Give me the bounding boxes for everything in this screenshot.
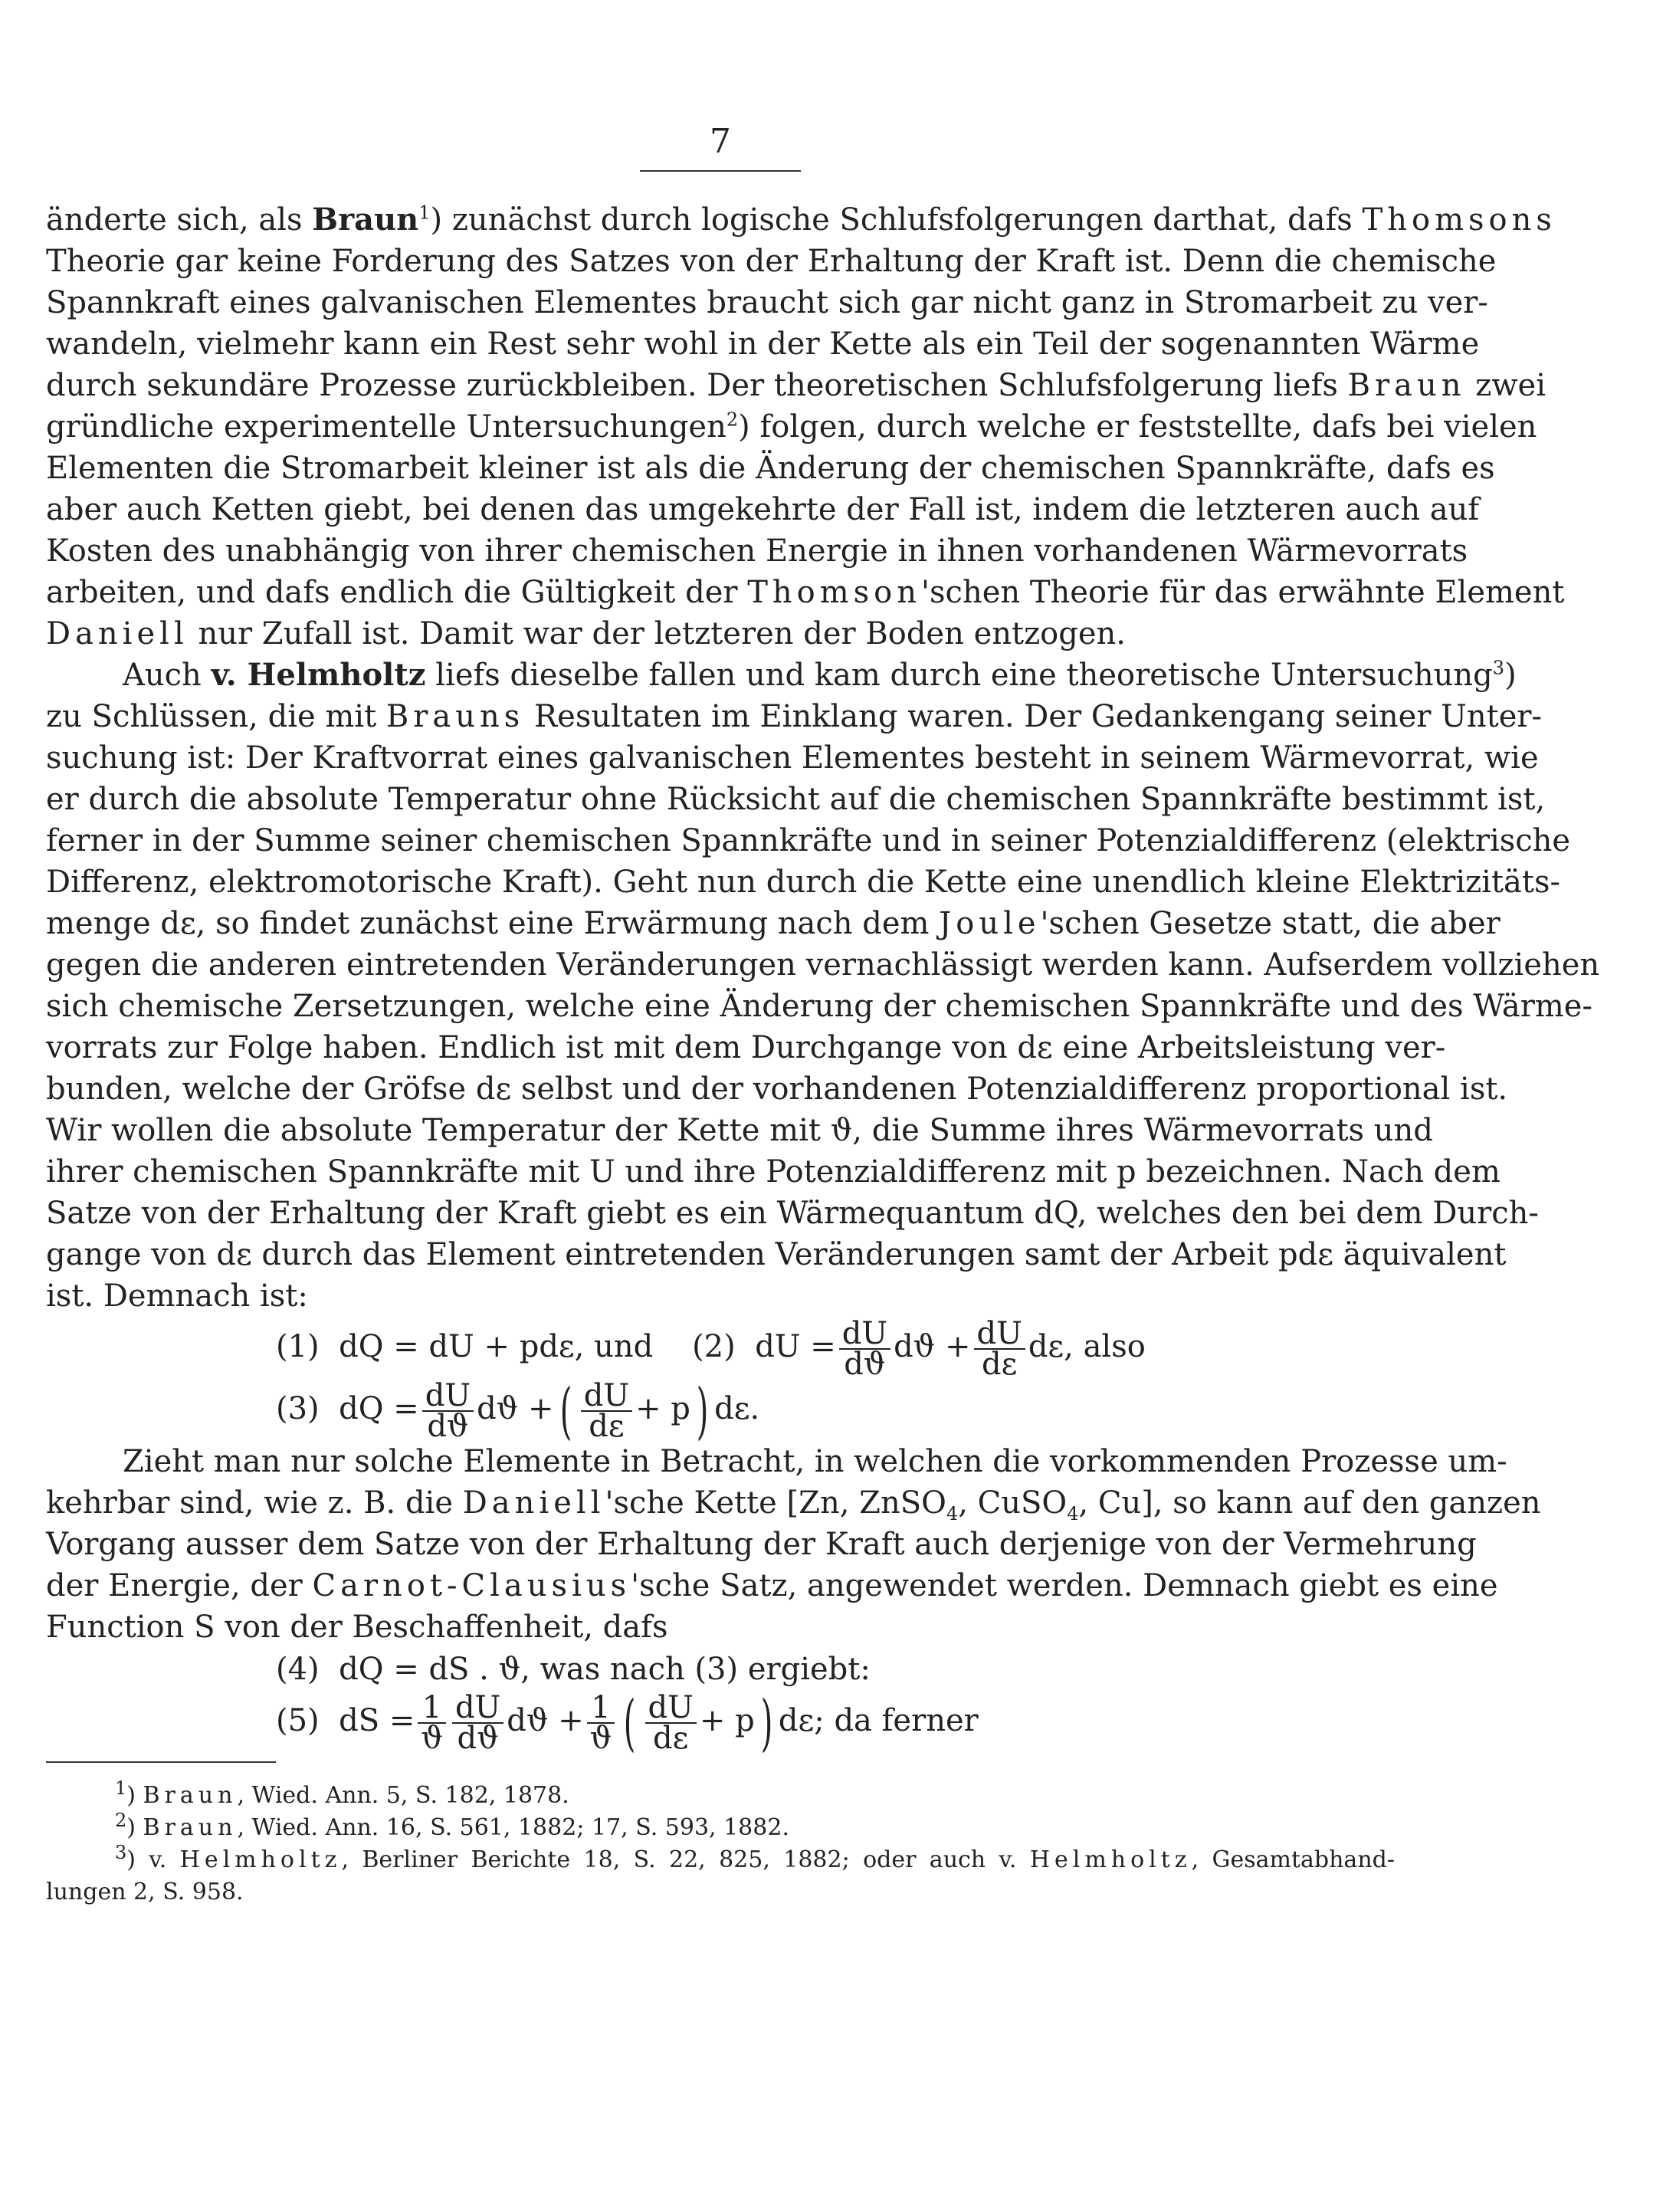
text-line: Function S von der Beschaffenheit, dafs — [46, 1610, 668, 1645]
equation-3: (3) dQ = $\frac{dU}{dϑ}$ dϑ +( $\frac{dU}{d\varepsilon}$ + p) dε. — [276, 1375, 760, 1446]
fraction: $\frac{dU}{dϑ}$ — [839, 1319, 890, 1379]
text-line: kehrbar sind, wie z. B. die Daniell'sche Kette [Zn, ZnSO$_4$, CuSO$_4$, Cu], so kann auf den ganzen — [46, 1485, 1541, 1524]
footnote-ref: 1 — [418, 202, 431, 224]
spaced-name: Joule — [939, 906, 1041, 941]
author-name: v. Helmholtz — [211, 657, 426, 693]
fraction: $\frac{1}{ϑ}$ — [418, 1693, 446, 1753]
text-line: Spannkraft eines galvanischen Elementes braucht sich gar nicht ganz in Stromarbeit zu ver- — [46, 285, 1488, 320]
footnote-3-continued: lungen 2, S. 958. — [46, 1879, 244, 1905]
fraction: $\frac{dU}{d\varepsilon}$ — [581, 1381, 632, 1441]
text-line: gründliche experimentelle Untersuchungen$^2$) folgen, durch welche er feststellte, dafs bei vielen — [46, 409, 1537, 445]
footnotes — [46, 1777, 1395, 1908]
text-line: Differenz, elektromotorische Kraft). Geht nun durch die Kette eine unendlich kleine Elektrizitäts- — [46, 865, 1561, 900]
text-line: gegen die anderen eintretenden Veränderungen vernachlässigt werden kann. Aufserdem vollziehen — [46, 947, 1600, 983]
text-line: änderte sich, als Braun$^1$) zunächst durch logische Schlufsfolgerungen darthat, dafs Thomsons — [46, 202, 1556, 238]
fraction: $\frac{dU}{d\varepsilon}$ — [974, 1319, 1025, 1379]
spaced-name: Daniell — [46, 616, 189, 651]
text-line: Vorgang ausser dem Satze von der Erhaltung der Kraft auch derjenige von der Vermehrung — [46, 1527, 1477, 1562]
equation-block-2 — [46, 1648, 1395, 1758]
footnote-2: $^2$) Braun, Wied. Ann. 16, S. 561, 1882; 17, S. 593, 1882. — [115, 1810, 789, 1841]
footnote-ref: 3 — [1492, 657, 1505, 679]
text-line: der Energie, der Carnot-Clausius'sche Satz, angewendet werden. Demnach giebt es eine — [46, 1568, 1498, 1603]
body-text — [46, 199, 1600, 1758]
text-line: ferner in der Summe seiner chemischen Spannkräfte und in seiner Potenzialdifferenz (elektrische — [46, 823, 1571, 858]
fraction: $\frac{dU}{dϑ}$ — [422, 1381, 474, 1441]
footnote-3: $^3$) v. Helmholtz, Berliner Berichte 18, S. 22, 825, 1882; oder auch v. Helmholtz, Gesamtabhand- — [115, 1842, 1395, 1873]
footnote-ref: 2 — [726, 409, 739, 431]
footnote-1: $^1$) Braun, Wied. Ann. 5, S. 182, 1878. — [115, 1777, 569, 1809]
text-line: aber auch Ketten giebt, bei denen das umgekehrte der Fall ist, indem die letzteren auch auf — [46, 492, 1480, 527]
spaced-name: Braun — [1347, 368, 1466, 403]
equation-1-2: (1) dQ = dU + pdε, und (2) dU = $\frac{dU}{dϑ}$ dϑ + $\frac{dU}{d\varepsilon}$ dε, also — [276, 1316, 1146, 1382]
text-line: Zieht man nur solche Elemente in Betracht, in welchen die vorkommenden Prozesse um- — [123, 1444, 1507, 1479]
text-line: durch sekundäre Prozesse zurückbleiben. Der theoretischen Schlufsfolgerung liefs Braun zwei — [46, 368, 1546, 403]
text-line: Kosten des unabhängig von ihrer chemischen Energie in ihnen vorhandenen Wärmevorrats — [46, 533, 1468, 569]
fraction: $\frac{1}{ϑ}$ — [587, 1693, 615, 1753]
text-line: Daniell nur Zufall ist. Damit war der letzteren der Boden entzogen. — [46, 616, 1126, 651]
equation-block-1 — [46, 1316, 1395, 1446]
text-line: Elementen die Stromarbeit kleiner ist als die Änderung der chemischen Spannkräfte, dafs es — [46, 451, 1495, 486]
text-line: menge dε, so findet zunächst eine Erwärmung nach dem Joule'schen Gesetze statt, die aber — [46, 906, 1500, 941]
spaced-name: Brauns — [385, 699, 525, 734]
text-line: Auch v. Helmholtz liefs dieselbe fallen und kam durch eine theoretische Untersuchung$^3$) — [123, 657, 1517, 693]
paragraph-1 — [46, 199, 1565, 655]
header-rule — [640, 170, 801, 172]
page-number: 7 — [710, 122, 731, 161]
equation-4: (4) dQ = dS . ϑ, was nach (3) ergiebt: — [276, 1652, 871, 1687]
text-line: suchung ist: Der Kraftvorrat eines galvanischen Elementes besteht in seinem Wärmevorrat, wie — [46, 740, 1539, 776]
paragraph-3 — [46, 1441, 1541, 1648]
text-line: bunden, welche der Gröfse dε selbst und der vorhandenen Potenzialdifferenz proportional ist. — [46, 1072, 1508, 1107]
text-line: arbeiten, und dafs endlich die Gültigkeit der Thomson'schen Theorie für das erwähnte Element — [46, 575, 1565, 610]
text-line: Satze von der Erhaltung der Kraft giebt es ein Wärmequantum dQ, welches den bei dem Durch- — [46, 1196, 1539, 1231]
text-line: Wir wollen die absolute Temperatur der Kette mit ϑ, die Summe ihres Wärmevorrats und — [46, 1113, 1433, 1148]
text-line: ist. Demnach ist: — [46, 1278, 308, 1314]
equation-5: (5) dS = $\frac{1}{ϑ}$ $\frac{dU}{dϑ}$ dϑ + $\frac{1}{ϑ}$ ( $\frac{dU}{d\varepsilon}$ + p) dε; da ferner — [276, 1687, 979, 1758]
text-line: gange von dε durch das Element eintretenden Veränderungen samt der Arbeit pdε äquivalent — [46, 1237, 1507, 1272]
text-line: wandeln, vielmehr kann ein Rest sehr wohl in der Kette als ein Teil der sogenannten Wärme — [46, 327, 1480, 362]
text-line: ihrer chemischen Spannkräfte mit U und ihre Potenzialdifferenz mit p bezeichnen. Nach dem — [46, 1154, 1500, 1190]
text-line: sich chemische Zersetzungen, welche eine Änderung der chemischen Spannkräfte und des Wärme- — [46, 989, 1592, 1024]
author-name: Braun — [312, 202, 419, 238]
paragraph-2 — [46, 655, 1600, 1317]
footnote-rule — [46, 1761, 276, 1763]
spaced-name: Thomson — [747, 575, 922, 610]
text-line: vorrats zur Folge haben. Endlich ist mit dem Durchgange von dε eine Arbeitsleistung ver- — [46, 1030, 1446, 1065]
text-line: Theorie gar keine Forderung des Satzes von der Erhaltung der Kraft ist. Denn die chemische — [46, 244, 1497, 279]
text-line: er durch die absolute Temperatur ohne Rücksicht auf die chemischen Spannkräfte bestimmt ist, — [46, 782, 1546, 817]
fraction: $\frac{dU}{dϑ}$ — [452, 1693, 503, 1753]
spaced-name: Carnot-Clausius — [312, 1568, 631, 1603]
spaced-name: Thomsons — [1362, 202, 1556, 238]
fraction: $\frac{dU}{d\varepsilon}$ — [645, 1693, 697, 1753]
text-line: zu Schlüssen, die mit Brauns Resultaten im Einklang waren. Der Gedankengang seiner Unter- — [46, 699, 1543, 734]
spaced-name: Daniell — [462, 1485, 605, 1521]
